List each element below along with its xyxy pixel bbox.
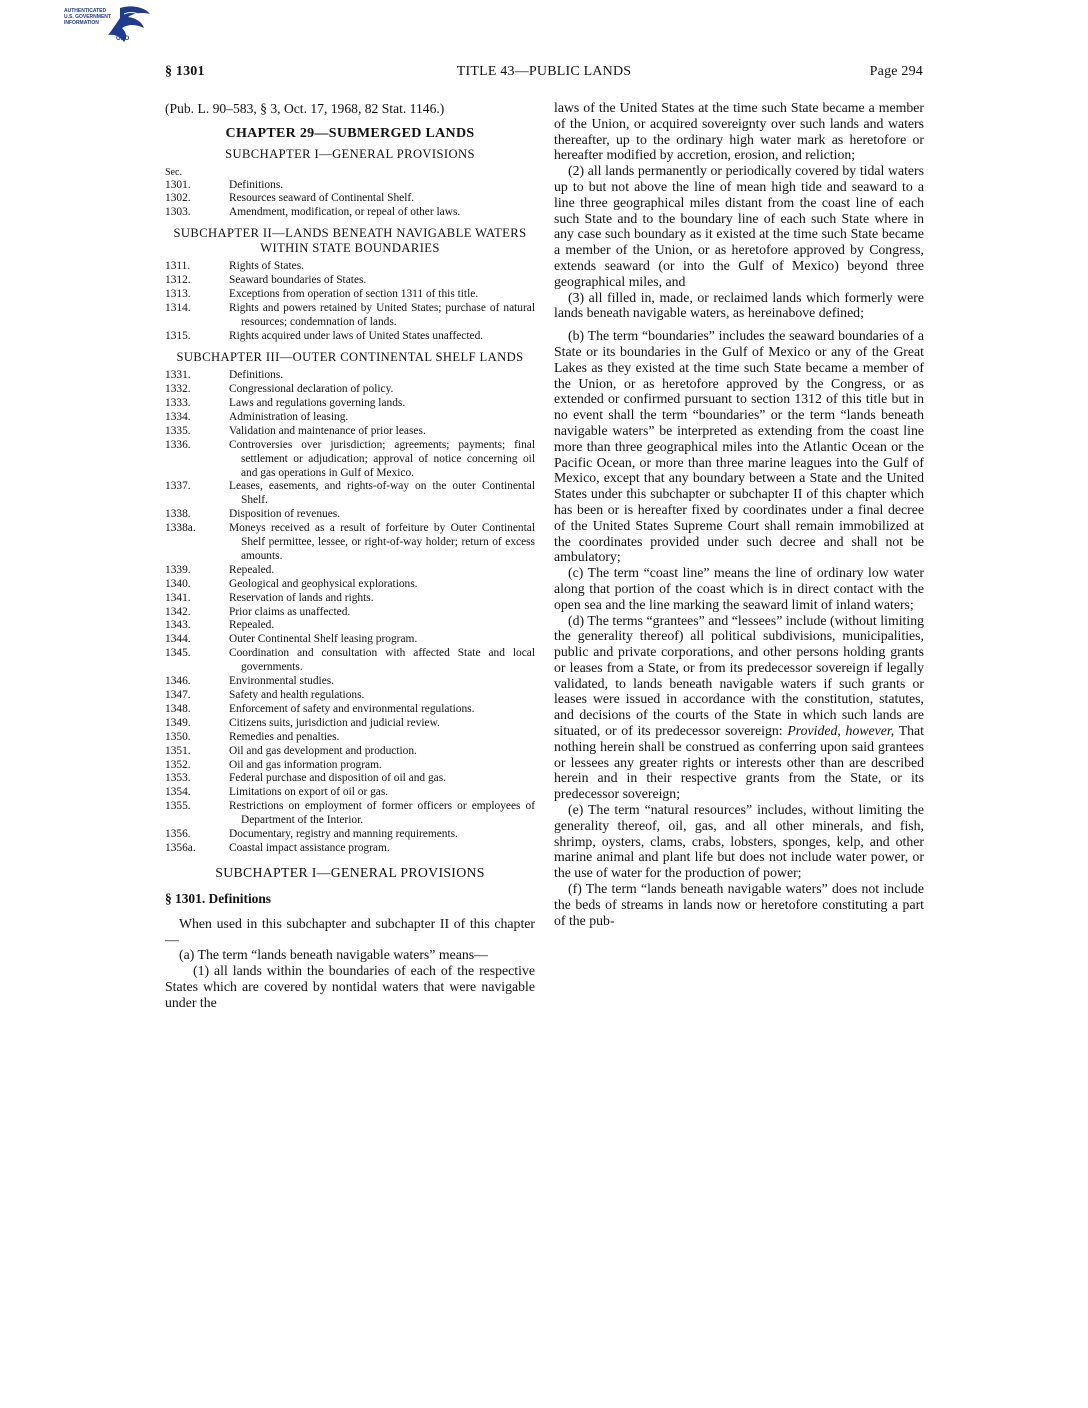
toc-entry-number: 1312.	[165, 274, 191, 287]
toc-entry-title: Exceptions from operation of section 1311 of this title.	[229, 288, 479, 301]
toc-entry-title: Definitions.	[229, 178, 284, 191]
header-title: TITLE 43—PUBLIC LANDS	[456, 64, 632, 79]
toc-entry-title: Federal purchase and disposition of oil and gas.	[229, 772, 447, 785]
toc-entry-title: Documentary, registry and manning requirements.	[229, 828, 458, 841]
body-text-italic: Provided, however,	[787, 723, 895, 739]
toc-entry	[165, 619, 535, 633]
toc-entry-title: Congressional declaration of policy.	[229, 383, 394, 396]
toc-entry	[165, 288, 535, 302]
body-paragraph: (f) The term “lands beneath navigable waters” does not include the beds of streams in lands now or heretofore constituting a part of the pub-	[554, 881, 924, 928]
body-paragraph: laws of the United States at the time such State became a member of the Union, or acquired sovereignty over such lands and waters thereafter, up to the ordinary high water mark as heretofore or hereafter modified by accretion, erosion, and reliction;	[554, 100, 924, 163]
toc-entry	[165, 274, 535, 288]
toc-subchapter-2-heading: SUBCHAPTER II—LANDS BENEATH NAVIGABLE WATERS WITHIN STATE BOUNDARIES	[173, 226, 527, 255]
toc-sec-label: Sec.	[165, 166, 182, 178]
toc-entry	[165, 689, 535, 703]
logo-line-4: GPO	[116, 36, 130, 42]
toc-entry-title: Rights acquired under laws of United States unaffected.	[229, 329, 484, 342]
chapter-title: CHAPTER 29—SUBMERGED LANDS	[225, 126, 475, 141]
toc-entry-number: 1346.	[165, 675, 191, 688]
toc-entry-number: 1355.	[165, 800, 191, 813]
toc-entry-number: 1356.	[165, 828, 191, 841]
body-paragraph	[554, 613, 924, 803]
toc-entry	[165, 786, 535, 800]
body-paragraph: (1) all lands within the boundaries of each of the respective States which are covered by nontidal waters that were navigable under the	[165, 963, 535, 1010]
toc-entry-number: 1337.	[165, 480, 191, 493]
toc-entry-title: Coordination and consultation with affected State and local governments.	[229, 647, 535, 674]
toc-entry-number: 1333.	[165, 396, 191, 409]
toc-entry-number: 1356a.	[165, 841, 196, 854]
body-text: (d) The terms “grantees” and “lessees” include (without limiting the generality thereof) all political subdivisions, municipalities, public and private corporations, and other persons holding grants or leases from a State, or from its predecessor sovereign if legally validated, to lands beneath navigable waters if such grants or leases were issued in accordance with the constitution, statutes, and decisions of the courts of the State in which such lands are situated, or of its predecessor sovereign:	[554, 612, 924, 739]
toc-entry	[165, 731, 535, 745]
body-paragraph: (a) The term “lands beneath navigable waters” means—	[179, 947, 488, 963]
toc-entry	[165, 717, 535, 731]
toc-entry-number: 1334.	[165, 410, 191, 423]
running-head	[165, 64, 923, 84]
toc-subchapter-3-heading: SUBCHAPTER III—OUTER CONTINENTAL SHELF LANDS	[176, 349, 524, 364]
toc-entry	[165, 592, 535, 606]
toc-entry-title: Rights and powers retained by United States; purchase of natural resources; condemnation of lands.	[229, 301, 535, 328]
toc-entry-number: 1339.	[165, 563, 191, 576]
toc-entry-number: 1313.	[165, 288, 191, 301]
toc-entry	[165, 411, 535, 425]
right-column	[554, 100, 924, 928]
toc-entry-number: 1340.	[165, 577, 191, 590]
toc-entry-title: Definitions.	[229, 369, 284, 382]
header-page-number: Page 294	[869, 64, 923, 79]
body-paragraph: (b) The term “boundaries” includes the seaward boundaries of a State or its boundaries in the Gulf of Mexico or any of the Great Lakes as they existed at the time such State became a member of the Union, or as heretofore approved by the Congress, or as extended or confirmed pursuant to section 1312 of this title but in no event shall the term “boundaries” or the term “lands beneath navigable waters” be interpreted as extending from the coast line more than three geographical miles into the Atlantic Ocean or the Pacific Ocean, or more than three marine leagues into the Gulf of Mexico, except that any boundary between a State and the United States under this subchapter or subchapter II of this chapter which has been or is hereafter fixed by coordinates under a final decree of the United States Supreme Court shall remain immobilized at the coordinates provided under such decree and shall not be ambulatory;	[554, 328, 924, 565]
source-credit: (Pub. L. 90–583, § 3, Oct. 17, 1968, 82 Stat. 1146.)	[165, 101, 445, 116]
toc-entry-number: 1348.	[165, 702, 191, 715]
toc-entry-title: Laws and regulations governing lands.	[229, 396, 406, 409]
toc-entry-number: 1347.	[165, 689, 191, 701]
toc-entry	[165, 369, 535, 383]
toc-entry-title: Oil and gas information program.	[229, 758, 382, 771]
toc-entry-title: Safety and health regulations.	[229, 689, 365, 701]
toc-entry	[165, 578, 535, 592]
body-paragraph: (2) all lands permanently or periodically covered by tidal waters up to but not above the line of mean high tide and seaward to a line three geographical miles distant from the coast line of each such State and to the boundary line of each such State where in any case such boundary as it existed at the time such State became a member of the Union, or as heretofore approved by Congress, extends seaward (or into the Gulf of Mexico) beyond three geographical miles, and	[554, 163, 924, 289]
toc-entry	[165, 675, 535, 689]
toc-entry-number: 1345.	[165, 647, 191, 660]
toc-entry-title: Restrictions on employment of former officers or employees of Department of the Interior.	[229, 800, 535, 827]
toc-entry-number: 1338.	[165, 508, 191, 521]
toc-entry	[165, 425, 535, 439]
toc-entry	[165, 759, 535, 773]
body-subchapter-heading: SUBCHAPTER I—GENERAL PROVISIONS	[215, 864, 485, 880]
toc-subchapter-2-list	[165, 260, 535, 343]
toc-entry	[165, 192, 535, 206]
toc-entry-title: Citizens suits, jurisdiction and judicial review.	[229, 716, 440, 729]
body-text: That nothing herein shall be construed as conferring upon said grantees or lessees any greater rights or interests other than are described herein and in their respective grants from the State, or its predecessor sovereign;	[554, 723, 925, 802]
toc-entry	[165, 647, 535, 675]
toc-subchapter-1-list	[165, 179, 535, 221]
body-paragraph: (e) The term “natural resources” includes, without limiting the generality thereof, oil, gas, and all other minerals, and fish, shrimp, oysters, clams, crabs, lobsters, sponges, kelp, and other marine animal and plant life but does not include water power, or the use of water for the production of power;	[554, 802, 924, 881]
toc-entry	[165, 206, 535, 220]
logo-line-2: U.S. GOVERNMENT	[64, 14, 111, 20]
toc-entry	[165, 508, 535, 522]
toc-entry-title: Amendment, modification, or repeal of other laws.	[229, 206, 461, 219]
section-heading: § 1301. Definitions	[165, 890, 272, 906]
toc-entry-title: Seaward boundaries of States.	[229, 274, 367, 287]
toc-entry-title: Repealed.	[229, 619, 275, 632]
body-paragraph: (3) all filled in, made, or reclaimed lands which formerly were lands beneath navigable waters, as hereinabove defined;	[554, 289, 924, 321]
toc-entry-title: Enforcement of safety and environmental regulations.	[229, 702, 475, 715]
toc-entry-number: 1335.	[165, 424, 191, 437]
toc-entry	[165, 703, 535, 717]
toc-entry	[165, 302, 535, 330]
toc-entry-title: Reservation of lands and rights.	[229, 591, 374, 604]
body-paragraph: (c) The term “coast line” means the line of ordinary low water along that portion of the coast which is in direct contact with the open sea and the line marking the seaward limit of inland waters;	[554, 565, 924, 612]
toc-entry	[165, 330, 535, 344]
toc-entry-number: 1342.	[165, 605, 191, 618]
body-paragraph: When used in this subchapter and subchapter II of this chapter—	[165, 915, 535, 947]
toc-entry	[165, 439, 535, 481]
toc-entry-number: 1344.	[165, 633, 191, 646]
toc-entry-title: Outer Continental Shelf leasing program.	[229, 633, 418, 646]
toc-entry	[165, 179, 535, 193]
toc-entry-number: 1351.	[165, 744, 191, 757]
toc-entry	[165, 480, 535, 508]
toc-entry-number: 1338a.	[165, 522, 196, 535]
toc-entry-number: 1336.	[165, 438, 191, 451]
logo-line-3: INFORMATION	[64, 20, 99, 26]
toc-entry-number: 1352.	[165, 758, 191, 771]
toc-entry-title: Controversies over jurisdiction; agreements; payments; final settlement or adjudication; approval of notice concerning oil and gas operations in Gulf of Mexico.	[229, 438, 535, 479]
toc-entry-title: Coastal impact assistance program.	[229, 841, 390, 854]
toc-entry	[165, 842, 535, 856]
toc-entry-title: Prior claims as unaffected.	[229, 605, 351, 618]
toc-entry	[165, 606, 535, 620]
toc-entry-number: 1331.	[165, 369, 191, 382]
toc-entry-number: 1302.	[165, 192, 191, 205]
toc-entry-title: Moneys received as a result of forfeiture by Outer Continental Shelf permittee, lessee, or right-of-way holder; return of excess amounts.	[229, 522, 535, 562]
toc-entry-number: 1354.	[165, 786, 191, 799]
gpo-authenticated-logo	[62, 4, 154, 44]
toc-entry-title: Geological and geophysical explorations.	[229, 577, 418, 590]
toc-entry-title: Limitations on export of oil or gas.	[229, 786, 389, 799]
toc-entry-title: Administration of leasing.	[229, 410, 349, 423]
toc-entry	[165, 383, 535, 397]
toc-entry-number: 1301.	[165, 178, 191, 191]
toc-entry	[165, 772, 535, 786]
toc-entry-title: Resources seaward of Continental Shelf.	[229, 192, 415, 205]
toc-entry	[165, 397, 535, 411]
toc-entry-number: 1341.	[165, 591, 191, 604]
toc-entry	[165, 633, 535, 647]
toc-entry-title: Disposition of revenues.	[229, 508, 341, 521]
toc-entry-title: Oil and gas development and production.	[229, 744, 417, 757]
toc-entry-number: 1350.	[165, 730, 191, 743]
toc-entry-title: Validation and maintenance of prior leases.	[229, 424, 426, 437]
toc-entry-title: Environmental studies.	[229, 675, 335, 688]
toc-entry-title: Remedies and penalties.	[229, 730, 340, 743]
toc-entry-number: 1353.	[165, 772, 191, 785]
toc-entry-number: 1349.	[165, 716, 191, 729]
toc-subchapter-3-list	[165, 369, 535, 856]
toc-entry	[165, 260, 535, 274]
toc-entry-number: 1314.	[165, 301, 191, 314]
toc-entry-number: 1311.	[165, 260, 191, 273]
toc-entry-number: 1332.	[165, 383, 191, 396]
toc-entry-title: Repealed.	[229, 563, 275, 576]
toc-entry	[165, 828, 535, 842]
toc-subchapter-1-heading: SUBCHAPTER I—GENERAL PROVISIONS	[225, 147, 475, 161]
toc-entry	[165, 564, 535, 578]
toc-entry-number: 1343.	[165, 619, 191, 632]
logo-line-1: AUTHENTICATED	[64, 8, 107, 14]
toc-entry-title: Rights of States.	[229, 260, 304, 273]
toc-entry-number: 1315.	[165, 329, 191, 342]
toc-entry	[165, 800, 535, 828]
left-column	[165, 100, 535, 1011]
toc-entry	[165, 522, 535, 564]
header-section: § 1301	[165, 64, 205, 79]
toc-entry-title: Leases, easements, and rights-of-way on the outer Continental Shelf.	[229, 480, 535, 507]
toc-entry	[165, 745, 535, 759]
toc-entry-number: 1303.	[165, 206, 191, 219]
